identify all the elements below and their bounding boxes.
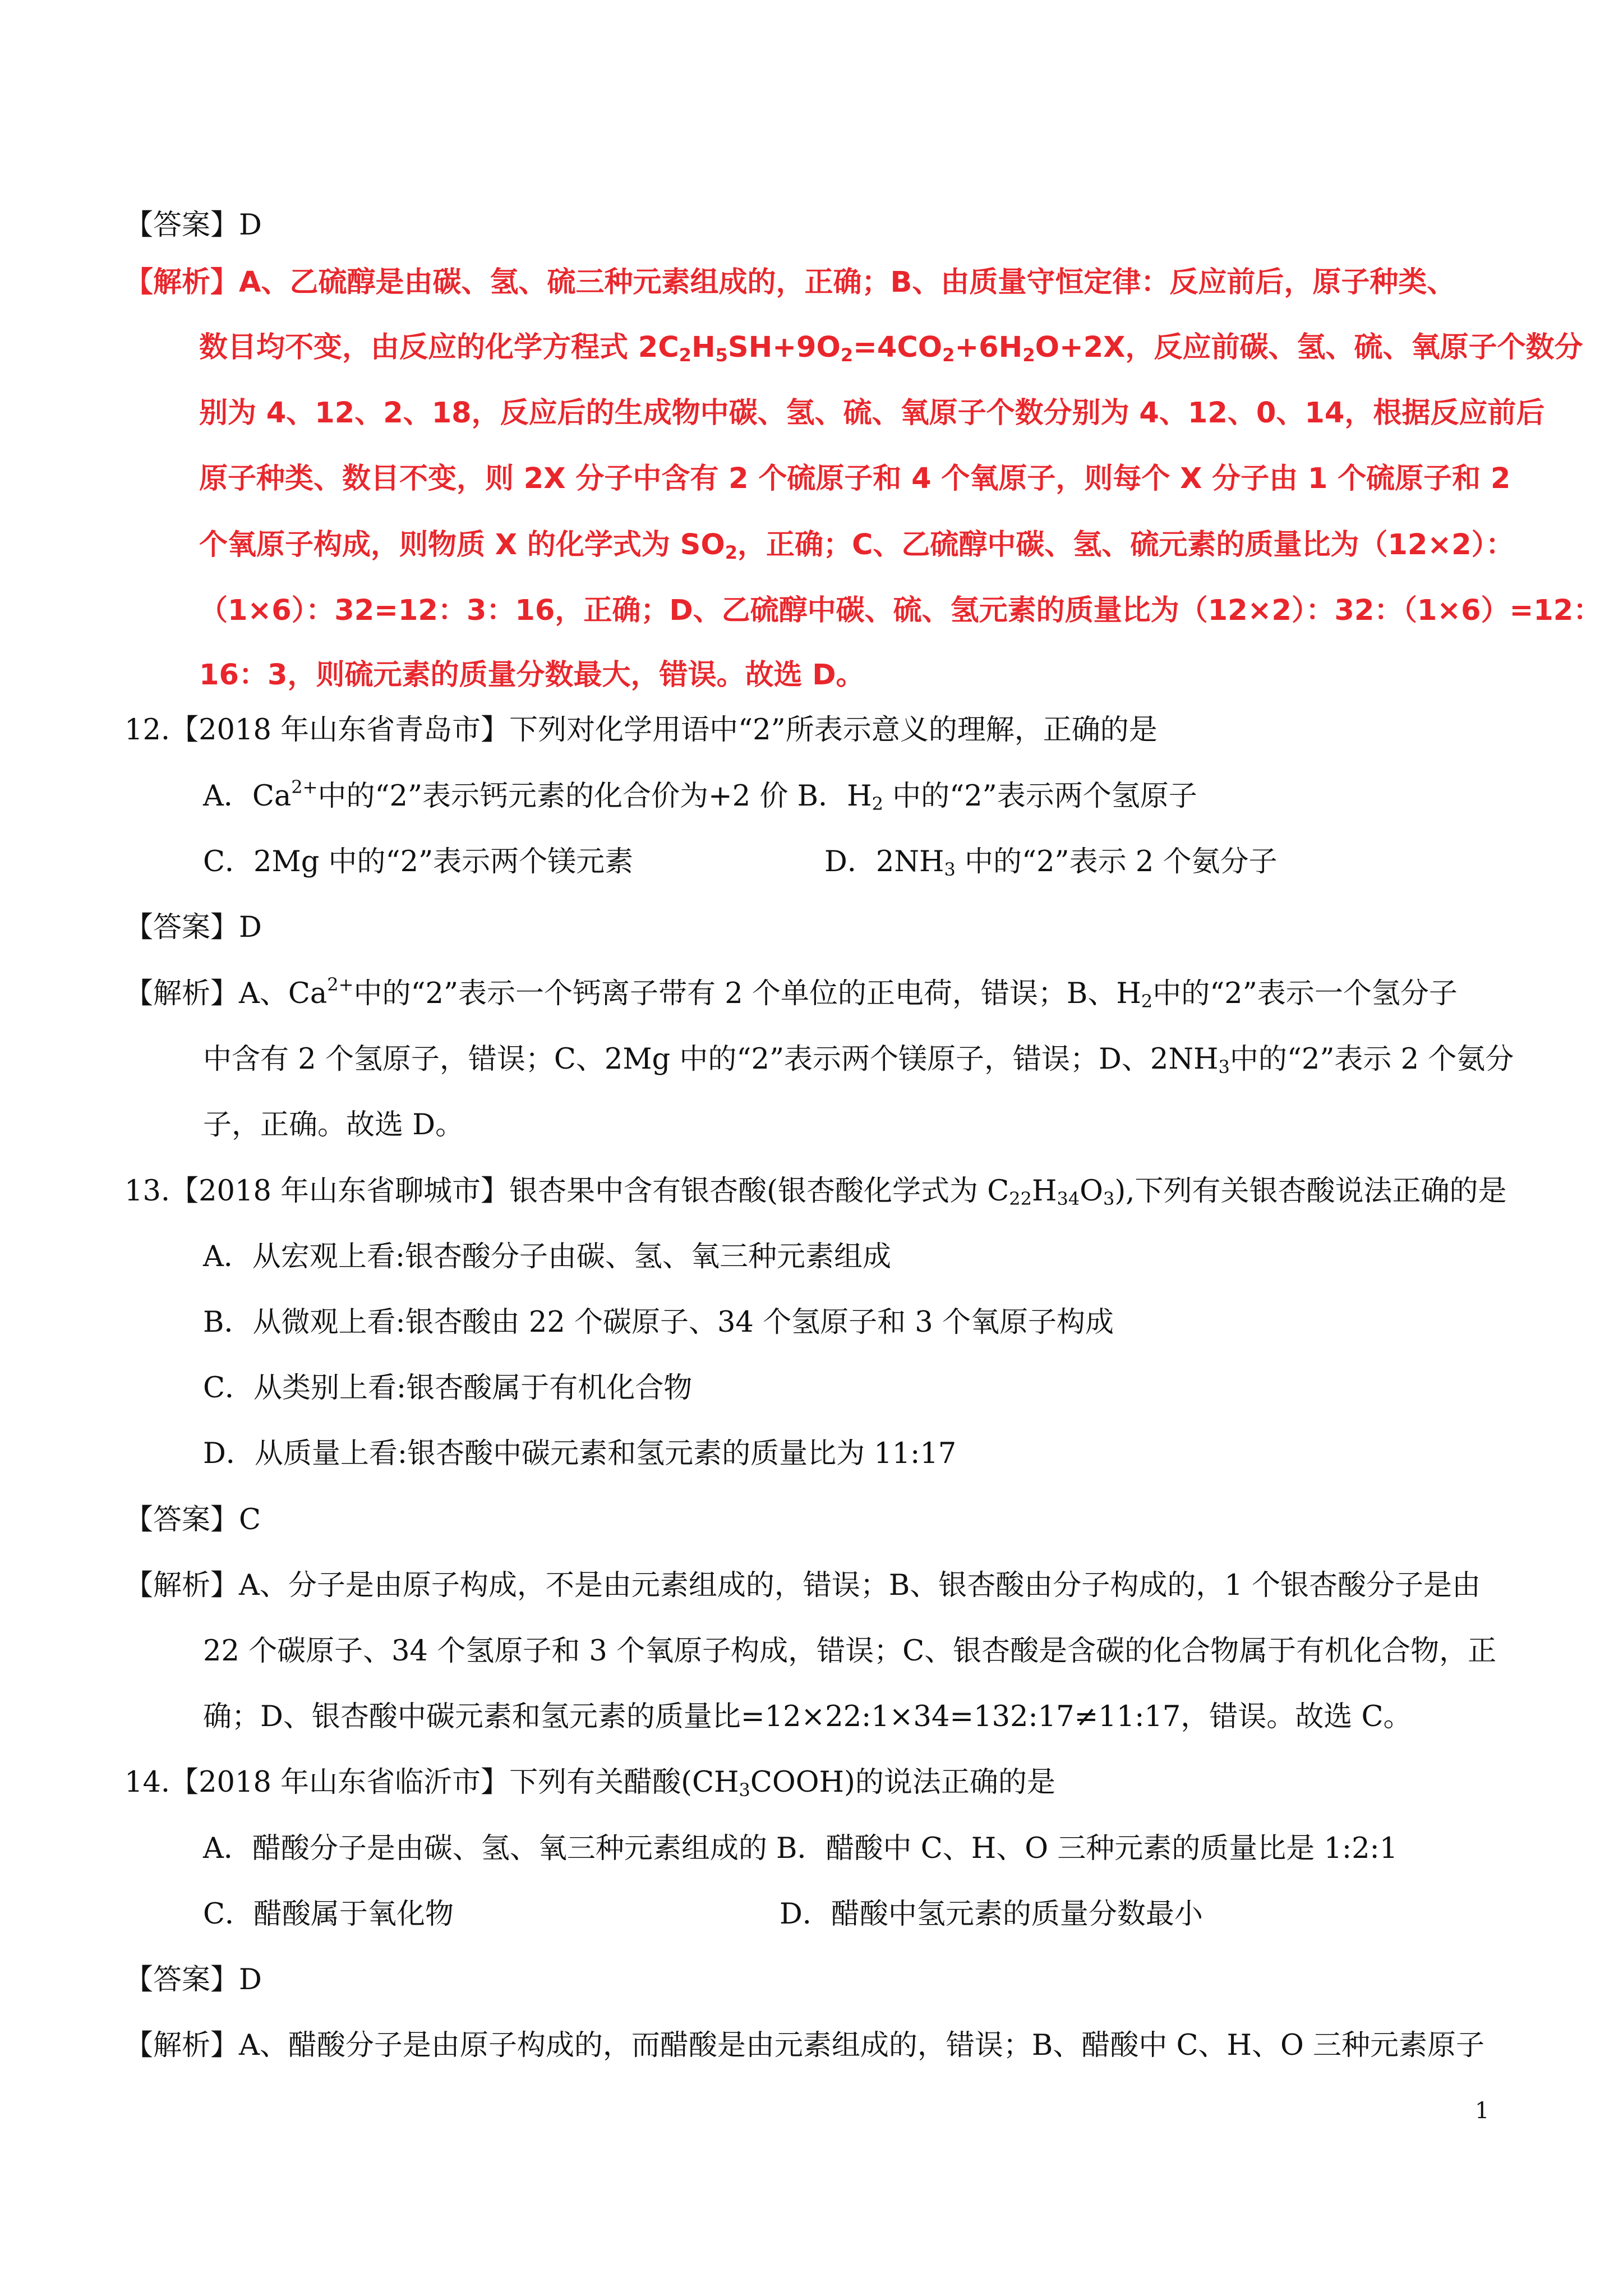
analysis-line: 子，正确。故选 D。 [203, 1108, 464, 1142]
option-b: B．从微观上看:银杏酸由 22 个碳原子、34 个氢原子和 3 个氧原子构成 [203, 1306, 1114, 1339]
option-d: D．$2NH_3$ 中的“2”表示 2 个氨分子 [824, 845, 1278, 880]
analysis-line: 个氧原子构成，则物质 X 的化学式为 $SO_2$，正确；C、乙硫醇中碳、氢、硫元素的质量比为（12×2）： [199, 528, 1515, 563]
analysis-line: 数目均不变，由反应的化学方程式 $2C_2H_5SH+9O_2=4CO_2+6H_2O+2X$，反应前碳、氢、硫、氧原子个数分 [199, 331, 1583, 366]
answer-label: 【答案】D [125, 1963, 262, 1996]
analysis-line: （1×6）：32=12：3：16，正确；D、乙硫醇中碳、硫、氢元素的质量比为（12×2）：32：（1×6）=12： [199, 594, 1602, 627]
option-d: D．醋酸中氢元素的质量分数最小 [780, 1898, 1203, 1931]
option-line: A．$Ca^{2+}$中的“2”表示钙元素的化合价为+2 价 B．$H_2$ 中的“2”表示两个氢原子 [203, 776, 1197, 815]
analysis-line: 别为 4、12、2、18，反应后的生成物中碳、氢、硫、氧原子个数分别为 4、12、0、14，根据反应前后 [199, 397, 1545, 430]
analysis-line: 中含有 2 个氢原子，错误；C、2Mg 中的“2”表示两个镁原子，错误；D、$2NH_3$中的“2”表示 2 个氨分 [203, 1043, 1514, 1078]
analysis-line: 22 个碳原子、34 个氢原子和 3 个氧原子构成，错误；C、银杏酸是含碳的化合物属于有机化合物，正 [203, 1635, 1497, 1668]
option-d: D．从质量上看:银杏酸中碳元素和氢元素的质量比为 11:17 [203, 1437, 957, 1470]
analysis-line: 【解析】A、醋酸分子是由原子构成的，而醋酸是由元素组成的，错误；B、醋酸中 C、H、O 三种元素原子 [125, 2029, 1485, 2062]
question-12: 12.【2018 年山东省青岛市】下列对化学用语中“2”所表示意义的理解，正确的是 [125, 714, 1158, 747]
answer-label: 【答案】D [125, 911, 262, 944]
analysis-line: 16：3，则硫元素的质量分数最大，错误。故选 D。 [199, 659, 865, 692]
question-13: 13.【2018 年山东省聊城市】银杏果中含有银杏酸(银杏酸化学式为 $C_{22}H_{34}O_3$),下列有关银杏酸说法正确的是 [125, 1175, 1507, 1209]
analysis-line: 确；D、银杏酸中碳元素和氢元素的质量比=12×22:1×34=132:17≠11:17，错误。故选 C。 [203, 1700, 1412, 1733]
option-c: C．从类别上看:银杏酸属于有机化合物 [203, 1372, 693, 1405]
analysis-line: 【解析】A、分子是由原子构成，不是由元素组成的，错误；B、银杏酸由分子构成的，1 个银杏酸分子是由 [125, 1569, 1481, 1602]
option-c: C．2Mg 中的“2”表示两个镁元素 [203, 845, 634, 878]
question-14: 14.【2018 年山东省临沂市】下列有关醋酸$(CH_3COOH)$的说法正确的是 [125, 1766, 1055, 1801]
page-number: 1 [1475, 2098, 1490, 2124]
answer-label: 【答案】D [125, 209, 262, 242]
analysis-line: 【解析】A、$Ca^{2+}$中的“2”表示一个钙离子带有 2 个单位的正电荷，错误；B、$H_2$中的“2”表示一个氢分子 [125, 974, 1458, 1012]
analysis-line: 【解析】A、乙硫醇是由碳、氢、硫三种元素组成的，正确；B、由质量守恒定律：反应前后，原子种类、 [125, 266, 1456, 299]
analysis-line: 原子种类、数目不变，则 2X 分子中含有 2 个硫原子和 4 个氧原子，则每个 X 分子由 1 个硫原子和 2 [199, 462, 1511, 495]
option-line: A．醋酸分子是由碳、氢、氧三种元素组成的 B．醋酸中 C、H、O 三种元素的质量比是 1:2:1 [203, 1832, 1398, 1865]
option-a: A．从宏观上看:银杏酸分子由碳、氢、氧三种元素组成 [203, 1240, 892, 1273]
answer-label: 【答案】C [125, 1503, 261, 1536]
option-c: C．醋酸属于氧化物 [203, 1898, 454, 1931]
